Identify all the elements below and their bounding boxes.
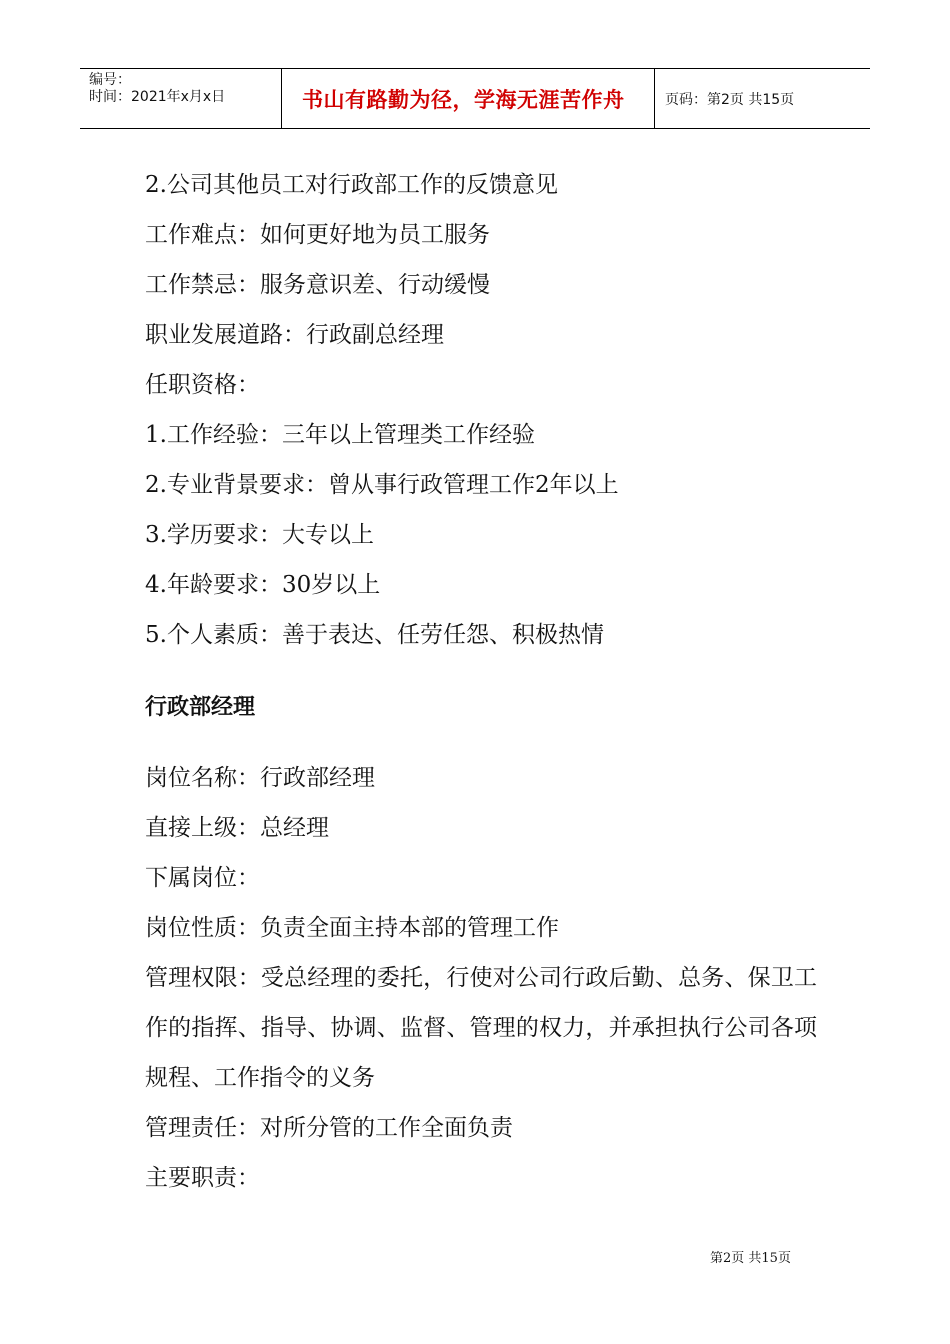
body-line: 下属岗位： (145, 865, 260, 891)
authority-paragraph: 管理权限：受总经理的委托，行使对公司行政后勤、总务、保卫工作的指挥、指导、协调、监督、管理的权力，并承担执行公司各项规程、工作指令的义务 (145, 965, 817, 1091)
page-footer: 第2页 共15页 (710, 1251, 791, 1266)
header-meta (80, 69, 282, 128)
body-line: 工作禁忌：服务意识差、行动缓慢 (145, 272, 490, 298)
body-line: 任职资格： (145, 372, 260, 398)
body-line: 主要职责： (145, 1165, 260, 1191)
body-line: 3.学历要求：大专以上 (145, 522, 374, 548)
body-line: 5.个人素质：善于表达、任劳任怨、积极热情 (145, 622, 604, 648)
header-motto: 书山有路勤为径，学海无涯苦作舟 (302, 87, 625, 112)
body-line: 管理责任：对所分管的工作全面负责 (145, 1115, 513, 1141)
document-number-label: 编号： (89, 72, 131, 88)
header-page-cell (655, 69, 870, 128)
document-time-label: 时间：2021年x月x日 (89, 89, 226, 105)
header-page-number: 页码：第2页 共15页 (665, 91, 795, 108)
body-line: 职业发展道路：行政副总经理 (145, 322, 444, 348)
body-line: 工作难点：如何更好地为员工服务 (145, 222, 490, 248)
body-line: 1.工作经验：三年以上管理类工作经验 (145, 422, 535, 448)
body-line: 2.公司其他员工对行政部工作的反馈意见 (145, 172, 558, 198)
body-line: 4.年龄要求：30岁以上 (145, 572, 381, 598)
body-line: 岗位性质：负责全面主持本部的管理工作 (145, 915, 559, 941)
body-line: 2.专业背景要求：曾从事行政管理工作2年以上 (145, 472, 619, 498)
section-heading: 行政部经理 (145, 695, 256, 720)
page-header (80, 68, 870, 129)
body-line: 岗位名称：行政部经理 (145, 765, 375, 791)
header-motto-cell (282, 69, 655, 128)
body-line: 直接上级：总经理 (145, 815, 329, 841)
document-body (145, 160, 817, 1203)
